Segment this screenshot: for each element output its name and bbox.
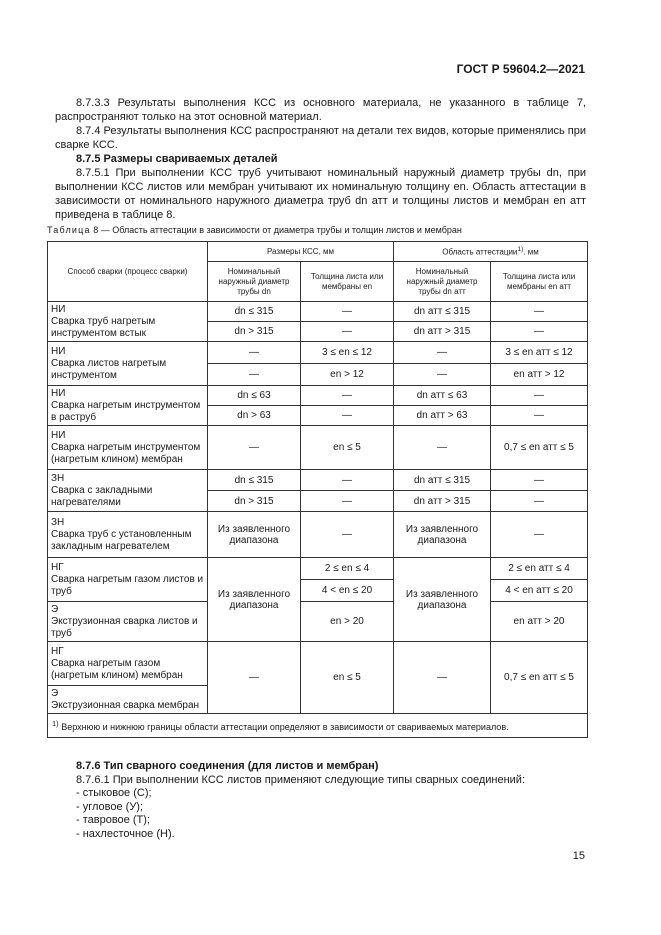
cell: Из заявленного диапазона — [394, 558, 491, 642]
table-row — [48, 642, 588, 686]
table-row — [48, 426, 588, 470]
col-header-diam: Номинальный наружный диаметр трубы dn — [208, 262, 301, 302]
cell: — — [208, 342, 301, 364]
body-text — [55, 96, 586, 222]
cell: — — [491, 470, 588, 491]
method-cell: НИ Сварка нагретым инструментом (нагретым клином) мембран — [48, 426, 208, 470]
method-cell: НИ Сварка листов нагретым инструментом — [48, 342, 208, 386]
cell: dn атт > 63 — [394, 406, 491, 426]
group-header-area — [394, 242, 588, 262]
list-item: - стыковое (С); — [76, 787, 152, 799]
cell: dn атт ≤ 315 — [394, 470, 491, 491]
cell: en ≤ 5 — [301, 642, 394, 714]
method-cell: НИ Сварка нагретым инструментом в раструб — [48, 386, 208, 426]
table-row — [48, 558, 588, 580]
method-cell: Э Экструзионная сварка листов и труб — [48, 602, 208, 642]
cell: — — [301, 322, 394, 342]
cell: — — [394, 642, 491, 714]
list-item: - угловое (У); — [76, 800, 144, 813]
cell: — — [301, 512, 394, 558]
cell: — — [491, 491, 588, 512]
cell: — — [208, 364, 301, 386]
cell: 2 ≤ en ≤ 4 — [301, 558, 394, 580]
table-row — [48, 342, 588, 364]
cell: — — [491, 302, 588, 322]
list-item: - тавровое (Т); — [76, 814, 150, 826]
cell: — — [301, 406, 394, 426]
table-row — [48, 302, 588, 322]
group-header-area-unit: . мм — [523, 247, 539, 257]
cell: en > 12 — [301, 364, 394, 386]
cell: — — [208, 426, 301, 470]
col-header-thick-att: Толщина листа или мембраны en атт — [491, 262, 588, 302]
cell: en > 20 — [301, 602, 394, 642]
cell: 4 < en ≤ 20 — [301, 580, 394, 602]
table-row — [48, 512, 588, 558]
method-cell: ЗН Сварка с закладными нагревателями — [48, 470, 208, 512]
cell: — — [301, 470, 394, 491]
table-footnote-row — [48, 714, 588, 738]
cell: dn атт > 315 — [394, 322, 491, 342]
paragraph-8-7-4: 8.7.4 Результаты выполнения КСС распространяют на детали тех видов, которые применялись при сварке КСС. — [55, 125, 586, 151]
cell: 3 ≤ en ≤ 12 — [301, 342, 394, 364]
cell: 2 ≤ en атт ≤ 4 — [491, 558, 588, 580]
cell: 0,7 ≤ en атт ≤ 5 — [491, 642, 588, 714]
footnote-ref: 1) — [517, 246, 524, 254]
cell: — — [491, 322, 588, 342]
paragraph-8-7-3-3: 8.7.3.3 Результаты выполнения КСС из основного материала, не указанного в таблице 7, распространяют только на этот основной материал. — [55, 97, 586, 123]
cell: dn атт ≤ 315 — [394, 302, 491, 322]
col-header-diam-att: Номинальный наружный диаметр трубы dn атт — [394, 262, 491, 302]
cell: dn > 315 — [208, 491, 301, 512]
cell: dn атт > 315 — [394, 491, 491, 512]
method-cell: НГ Сварка нагретым газом (нагретым клином) мембран — [48, 642, 208, 686]
cell: — — [491, 386, 588, 406]
cell: 4 < en атт ≤ 20 — [491, 580, 588, 602]
cell: dn атт ≤ 63 — [394, 386, 491, 406]
cell: — — [491, 512, 588, 558]
document-id: ГОСТ Р 59604.2—2021 — [456, 62, 585, 76]
table-caption — [47, 225, 462, 235]
table-8 — [47, 241, 588, 738]
group-header-sizes: Размеры КСС, мм — [208, 242, 394, 262]
footnote-cell — [48, 714, 588, 738]
cell: Из заявленного диапазона — [208, 512, 301, 558]
cell: dn ≤ 315 — [208, 302, 301, 322]
cell: — — [491, 406, 588, 426]
table-row — [48, 470, 588, 491]
cell: dn ≤ 63 — [208, 386, 301, 406]
cell: en атт > 20 — [491, 602, 588, 642]
footnote-mark: 1) — [52, 719, 59, 728]
cell: — — [394, 342, 491, 364]
table-caption-lead: Таблица — [47, 225, 91, 235]
method-cell: Э Экструзионная сварка мембран — [48, 686, 208, 714]
method-cell: НИ Сварка труб нагретым инструментом встык — [48, 302, 208, 342]
list-item: - нахлесточное (Н). — [76, 827, 175, 840]
cell: 0,7 ≤ en атт ≤ 5 — [491, 426, 588, 470]
heading-8-7-6: 8.7.6 Тип сварного соединения (для листов и мембран) — [76, 760, 379, 772]
cell: dn > 315 — [208, 322, 301, 342]
cell: 3 ≤ en атт ≤ 12 — [491, 342, 588, 364]
cell: — — [394, 364, 491, 386]
cell: dn > 63 — [208, 406, 301, 426]
table-caption-text: 8 — Область аттестации в зависимости от диаметра трубы и толщин листов и мембран — [93, 225, 462, 235]
col-header-thick: Толщина листа или мембраны en — [301, 262, 394, 302]
cell: — — [208, 642, 301, 714]
cell: — — [301, 302, 394, 322]
method-cell: НГ Сварка нагретым газом листов и труб — [48, 558, 208, 602]
method-cell: ЗН Сварка труб с установленным закладным нагревателем — [48, 512, 208, 558]
table-row — [48, 602, 588, 642]
table-row — [48, 386, 588, 406]
heading-8-7-5: 8.7.5 Размеры свариваемых деталей — [76, 153, 278, 165]
footnote-text: Верхнюю и нижнюю границы области аттестации определяют в зависимости от свариваемых материалов. — [61, 722, 509, 732]
paragraph-8-7-5-1: 8.7.5.1 При выполнении КСС труб учитывают номинальный наружный диаметр трубы dn, при выполнении КСС листов или мембран учитывают их номинальную толщину en. Область аттестации в зависимости от номинального наружного диаметра труб dn атт и толщины листов и мембран en атт приведена в таблице 8. — [55, 167, 586, 221]
cell: — — [394, 426, 491, 470]
page-number: 15 — [572, 850, 585, 862]
cell: en атт > 12 — [491, 364, 588, 386]
cell: Из заявленного диапазона — [208, 558, 301, 642]
cell: — — [301, 491, 394, 512]
group-header-area-text: Область аттестации — [442, 247, 518, 257]
cell: Из заявленного диапазона — [394, 512, 491, 558]
section-8-7-6 — [55, 760, 586, 841]
cell: dn ≤ 315 — [208, 470, 301, 491]
cell: en ≤ 5 — [301, 426, 394, 470]
col-header-method: Способ сварки (процесс сварки) — [48, 242, 208, 302]
paragraph-8-7-6-1: 8.7.6.1 При выполнении КСС листов применяют следующие типы сварных соединений: — [76, 773, 526, 786]
cell: — — [301, 386, 394, 406]
